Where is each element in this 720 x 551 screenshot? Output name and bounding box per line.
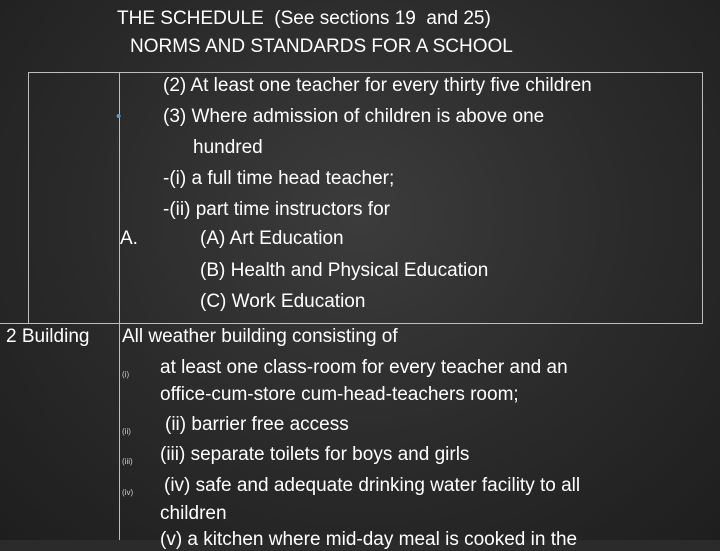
list-marker-iv: (iv) — [122, 488, 134, 497]
building-line-6: children — [160, 503, 227, 524]
list-marker-i: (i) — [122, 370, 130, 379]
norm-line-4: -(i) a full time head teacher; — [163, 168, 395, 189]
list-marker-iii: (iii) — [122, 457, 133, 466]
table-row-divider — [0, 323, 703, 324]
building-line-7: (v) a kitchen where mid-day meal is cooked in the — [160, 529, 578, 550]
norms-title: NORMS AND STANDARDS FOR A SCHOOL — [130, 36, 513, 57]
building-line-4: (iii) separate toilets for boys and girls — [160, 444, 470, 465]
building-line-5: (iv) safe and adequate drinking water facility to all — [164, 475, 581, 496]
table-border-top — [28, 72, 703, 73]
norm-line-6: (A) Art Education — [200, 228, 344, 249]
schedule-title: THE SCHEDULE (See sections 19 and 25) — [117, 8, 491, 29]
bullet-icon: • — [116, 108, 122, 125]
table-border-left-inner — [28, 72, 29, 324]
norm-line-1: (2) At least one teacher for every thirty five children — [163, 75, 592, 96]
row-label-building: 2 Building — [6, 326, 90, 347]
norm-line-8: (C) Work Education — [200, 291, 366, 312]
norm-line-7: (B) Health and Physical Education — [200, 260, 489, 281]
list-marker-ii: (ii) — [122, 427, 131, 436]
building-line-2: office-cum-store cum-head-teachers room; — [160, 384, 519, 405]
norm-line-3: hundred — [193, 137, 263, 158]
building-heading: All weather building consisting of — [122, 326, 398, 347]
norm-line-5: -(ii) part time instructors for — [163, 199, 390, 220]
building-line-1: at least one class-room for every teacher and an — [160, 357, 568, 378]
building-line-3: (ii) barrier free access — [165, 414, 349, 435]
table-column-divider — [119, 72, 120, 540]
table-border-right — [702, 72, 703, 324]
norm-line-2: (3) Where admission of children is above one — [163, 106, 545, 127]
row-label-a: A. — [120, 228, 138, 249]
